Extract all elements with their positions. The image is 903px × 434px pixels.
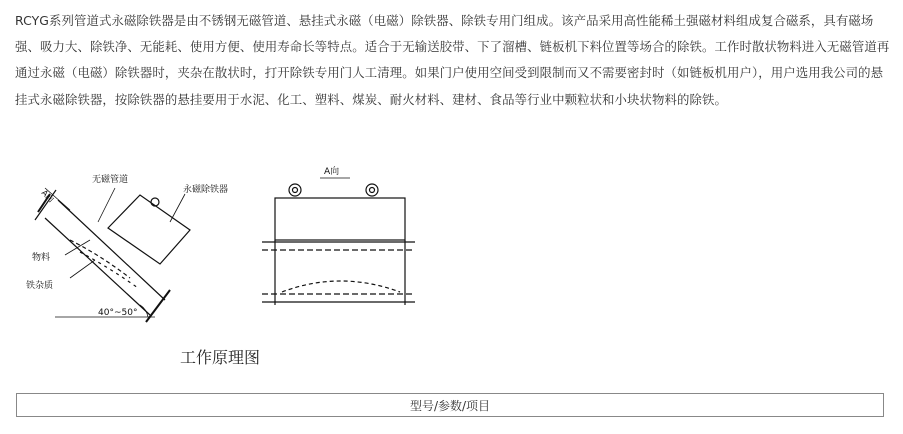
a-view-lug-right [366,184,378,196]
a-view-material-heap [282,281,400,292]
inclined-pipe-figure [35,188,190,322]
separator-leader [170,194,185,222]
spec-table-header: 型号/参数/项目 [16,393,884,417]
a-view-lug-left [289,184,301,196]
intro-paragraph: RCYG系列管道式永磁除铁器是由不锈钢无磁管道、悬挂式永磁（电磁）除铁器、除铁专用门组成。该产品采用高性能稀土强磁材料组成复合磁系，具有磁场强、吸力大、除铁净、无能耗、使用方便、使用寿命长等特点。适合于无输送胶带、下了溜槽、链板机下料位置等场合的除铁。工作时散状物料进入无磁管道再通过永磁（电磁）除铁器时，夹杂在散状时，打开除铁专用门人工清理。如果门户使用空间受到限制而又不需要密封时（如链板机用户），用户选用我公司的悬挂式永磁除铁器，按除铁器的悬挂要用于水泥、化工、塑料、煤炭、耐火材料、建材、食品等行业中颗粒状和小块状物料的除铁。 [15,13,890,107]
label-a-view: A向 [324,167,340,177]
pipe-lower-wall [45,218,150,315]
pipe-leader [98,188,115,222]
label-angle: 40°~50° [98,308,138,318]
working-principle-diagram [20,160,420,375]
diagram-caption: 工作原理图 [180,348,261,367]
a-view-lug-right-hole [370,188,375,193]
iron-leader [70,260,95,278]
label-material: 物料 [32,253,51,263]
label-separator: 永磁除铁器 [183,185,229,195]
material-flow-lower [80,252,138,288]
label-iron: 铁杂质 [26,281,54,291]
material-leader [65,240,90,255]
a-view-lug-left-hole [293,188,298,193]
diagram-svg [20,160,420,375]
label-direction: A向 [39,188,56,205]
a-view-separator-box [275,198,405,240]
label-pipe: 无磁管道 [92,175,129,185]
separator-box [108,195,190,264]
a-view-figure [262,178,415,305]
